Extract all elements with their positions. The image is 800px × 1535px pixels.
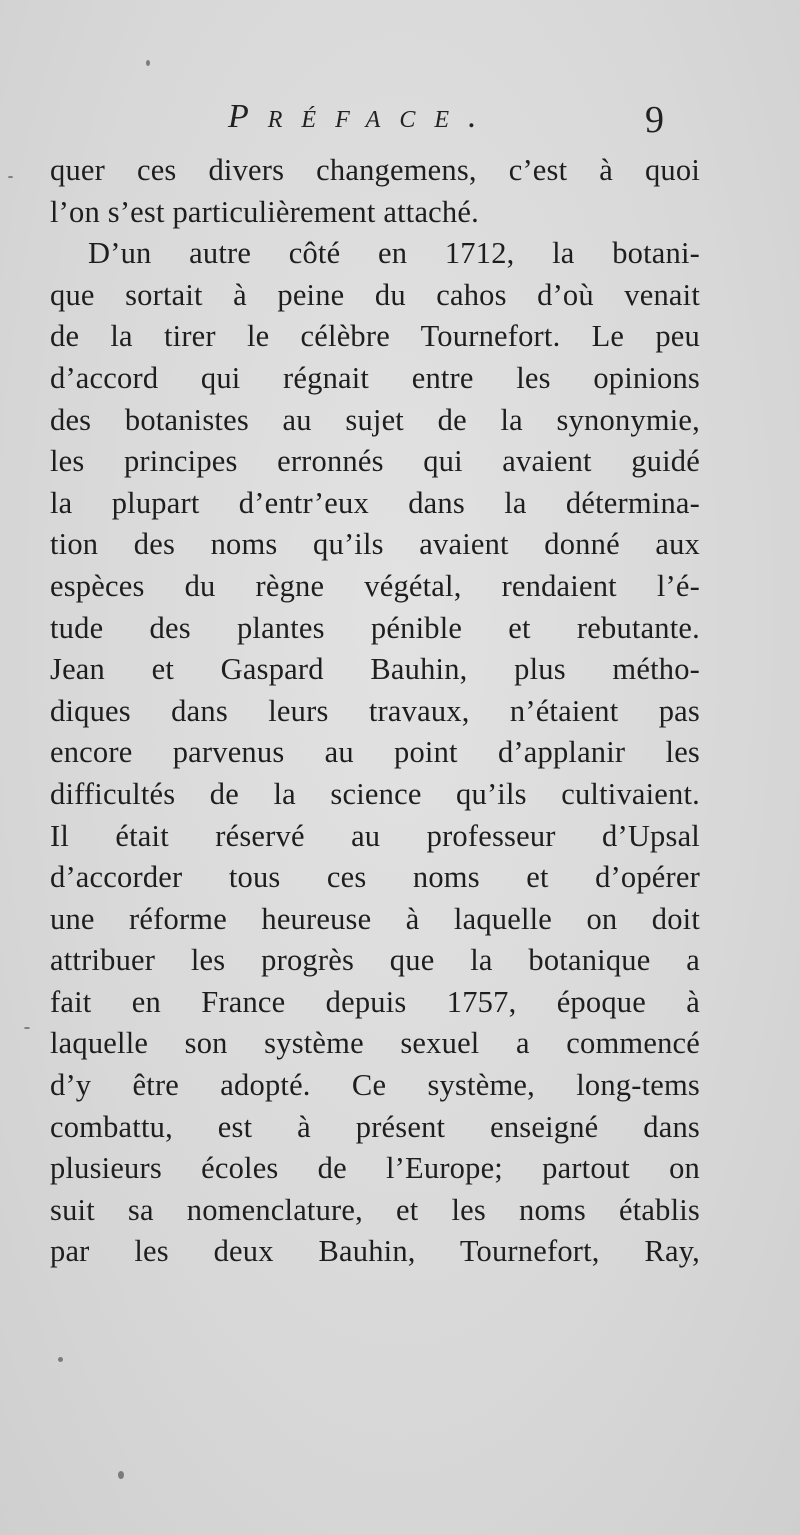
text-line: Il était réservé au professeur d’Upsal — [50, 818, 700, 853]
text-line: Jean et Gaspard Bauhin, plus métho- — [50, 652, 700, 687]
text-line: par les deux Bauhin, Tournefort, Ray, — [50, 1234, 700, 1269]
text-line: D’un autre côté en 1712, la botani- — [88, 236, 700, 271]
text-line: suit sa nomenclature, et les noms établis — [50, 1192, 700, 1227]
text-line: laquelle son système sexuel a commencé — [50, 1026, 700, 1061]
text-line: diques dans leurs travaux, n’étaient pas — [50, 693, 700, 728]
paper-speck — [24, 1027, 30, 1029]
text-line: la plupart d’entr’eux dans la détermina- — [50, 485, 700, 520]
text-line: des botanistes au sujet de la synonymie, — [50, 402, 700, 437]
text-line: tude des plantes pénible et rebutante. — [50, 610, 700, 645]
text-line: une réforme heureuse à laquelle on doit — [50, 901, 700, 936]
text-line: encore parvenus au point d’applanir les — [50, 735, 700, 770]
text-line: tion des noms qu’ils avaient donné aux — [50, 527, 700, 562]
page-number: 9 — [645, 99, 664, 141]
text-line: difficultés de la science qu’ils cultivaient. — [50, 776, 700, 811]
text-line: l’on s’est particulièrement attaché. — [50, 194, 479, 229]
text-line: que sortait à peine du cahos d’où venait — [50, 277, 700, 312]
text-line: d’accord qui régnait entre les opinions — [50, 360, 700, 395]
text-line: d’y être adopté. Ce système, long-tems — [50, 1068, 700, 1103]
text-line: fait en France depuis 1757, époque à — [50, 984, 700, 1019]
text-line: plusieurs écoles de l’Europe; partout on — [50, 1151, 700, 1186]
text-line: combattu, est à présent enseigné dans — [50, 1109, 700, 1144]
page-header — [0, 98, 800, 148]
text-line: d’accorder tous ces noms et d’opérer — [50, 860, 700, 895]
text-line: espèces du règne végétal, rendaient l’é- — [50, 568, 700, 603]
paper-speck — [8, 176, 13, 178]
paper-speck — [118, 1471, 124, 1479]
text-line: les principes erronnés qui avaient guidé — [50, 444, 700, 479]
paper-speck — [58, 1357, 63, 1362]
body-text — [50, 150, 700, 1273]
text-line: de la tirer le célèbre Tournefort. Le peu — [50, 319, 700, 354]
text-line: quer ces divers changemens, c’est à quoi — [50, 153, 700, 187]
paper-speck — [146, 60, 150, 66]
text-line: attribuer les progrès que la botanique a — [50, 943, 700, 978]
running-title: Préface. — [228, 98, 496, 135]
